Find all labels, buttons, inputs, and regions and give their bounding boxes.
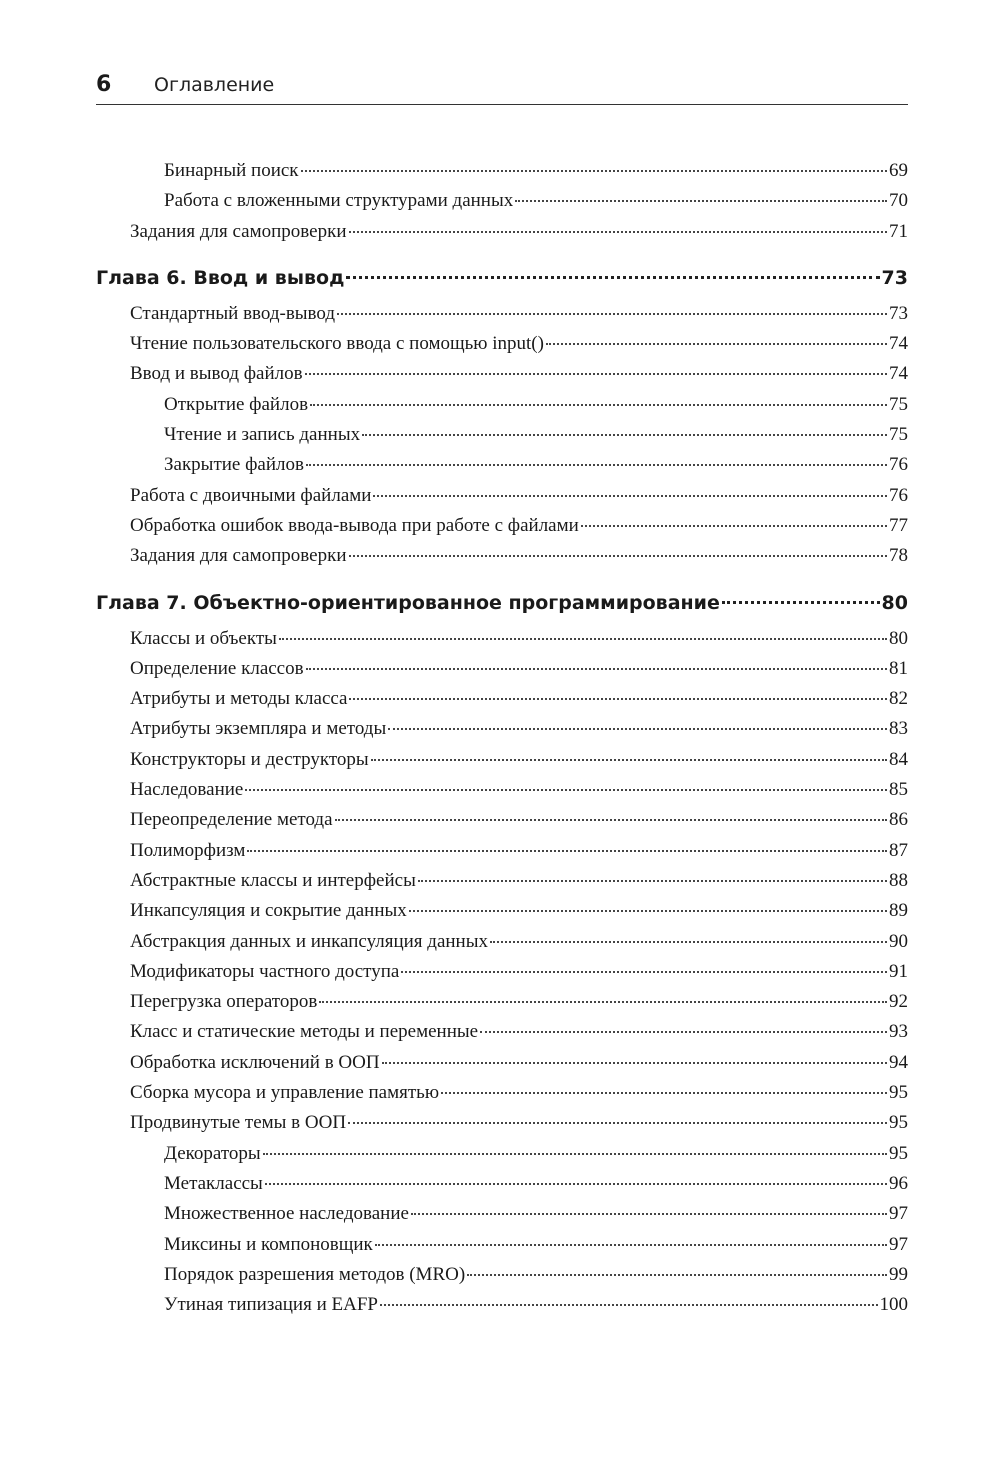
dot-leader bbox=[375, 1244, 887, 1246]
toc-entry-page: 94 bbox=[889, 1051, 908, 1073]
toc-entry[interactable] bbox=[96, 1290, 908, 1320]
toc-entry-title: Ввод и вывод файлов bbox=[130, 363, 303, 385]
toc-entry-page: 75 bbox=[889, 424, 908, 446]
toc-entry-title: Обработка исключений в ООП bbox=[130, 1051, 380, 1073]
toc-entry[interactable] bbox=[96, 987, 908, 1017]
dot-leader bbox=[401, 971, 887, 973]
toc-entry-page: 82 bbox=[889, 688, 908, 710]
toc-entry-title: Работа с вложенными структурами данных bbox=[164, 190, 514, 212]
toc-entry[interactable] bbox=[96, 805, 908, 835]
toc-entry-title: Открытие файлов bbox=[164, 393, 309, 415]
toc-entry[interactable] bbox=[96, 511, 908, 541]
toc-entry-title: Инкапсуляция и сокрытие данных bbox=[130, 900, 407, 922]
dot-leader bbox=[310, 404, 887, 406]
running-header bbox=[96, 70, 908, 105]
toc-entry[interactable] bbox=[96, 896, 908, 926]
dot-leader bbox=[515, 200, 887, 202]
toc-entry-page: 77 bbox=[889, 514, 908, 536]
toc-entry-title: Чтение пользовательского ввода с помощью input() bbox=[130, 333, 544, 355]
toc-entry-title: Утиная типизация и EAFP bbox=[164, 1294, 378, 1316]
toc-entry-title: Работа с двоичными файлами bbox=[130, 484, 372, 506]
toc-entry-page: 99 bbox=[889, 1263, 908, 1285]
toc-entry-title: Обработка ошибок ввода-вывода при работе с файлами bbox=[130, 514, 579, 536]
toc-entry-page: 70 bbox=[889, 190, 908, 212]
dot-leader bbox=[279, 638, 887, 640]
toc-entry-title: Стандартный ввод-вывод bbox=[130, 302, 336, 324]
toc-entry-page: 85 bbox=[889, 779, 908, 801]
dot-leader bbox=[467, 1274, 887, 1276]
toc-entry-page: 100 bbox=[879, 1294, 908, 1316]
toc-entry-page: 88 bbox=[889, 869, 908, 891]
toc-entry-page: 76 bbox=[889, 484, 908, 506]
toc-entry-page: 80 bbox=[881, 591, 908, 614]
toc-entry-title: Множественное наследование bbox=[164, 1203, 409, 1225]
toc-entry[interactable] bbox=[96, 714, 908, 744]
toc-entry-page: 95 bbox=[889, 1112, 908, 1134]
toc-entry-page: 83 bbox=[889, 718, 908, 740]
toc-entry-page: 71 bbox=[889, 220, 908, 242]
toc-entry-title: Класс и статические методы и переменные bbox=[130, 1021, 479, 1043]
toc-entry-title: Миксины и компоновщик bbox=[164, 1233, 373, 1255]
toc-entry-title: Переопределение метода bbox=[130, 809, 333, 831]
toc-entry-title: Закрытие файлов bbox=[164, 454, 304, 476]
toc-entry-title: Конструкторы и деструкторы bbox=[130, 748, 369, 770]
toc-entry[interactable] bbox=[96, 156, 908, 186]
toc-entry-page: 91 bbox=[889, 960, 908, 982]
toc-entry-page: 74 bbox=[889, 333, 908, 355]
dot-leader bbox=[265, 1183, 887, 1185]
toc-entry[interactable] bbox=[96, 1048, 908, 1078]
toc-entry-page: 92 bbox=[889, 991, 908, 1013]
dot-leader bbox=[305, 373, 887, 375]
dot-leader bbox=[348, 1122, 887, 1124]
table-of-contents bbox=[96, 156, 908, 1320]
dot-leader bbox=[418, 880, 887, 882]
toc-entry-title: Чтение и запись данных bbox=[164, 424, 361, 446]
toc-entry-title: Глава 6. Ввод и вывод bbox=[96, 266, 345, 289]
toc-entry[interactable] bbox=[96, 420, 908, 450]
dot-leader bbox=[362, 434, 887, 436]
toc-entry[interactable] bbox=[96, 359, 908, 389]
toc-entry-page: 93 bbox=[889, 1021, 908, 1043]
toc-entry-title: Метаклассы bbox=[164, 1172, 263, 1194]
toc-entry-title: Сборка мусора и управление памятью bbox=[130, 1082, 440, 1104]
dot-leader bbox=[373, 495, 887, 497]
toc-entry-page: 69 bbox=[889, 160, 908, 181]
toc-entry[interactable] bbox=[96, 866, 908, 896]
toc-entry[interactable] bbox=[96, 450, 908, 480]
dot-leader bbox=[306, 464, 887, 466]
toc-entry[interactable] bbox=[96, 1199, 908, 1229]
toc-chapter[interactable] bbox=[96, 588, 908, 624]
dot-leader bbox=[245, 789, 887, 791]
dot-leader bbox=[349, 555, 888, 557]
toc-entry-title: Определение классов bbox=[130, 657, 304, 679]
toc-entry[interactable] bbox=[96, 684, 908, 714]
toc-entry-page: 86 bbox=[889, 809, 908, 831]
dot-leader bbox=[301, 170, 887, 172]
toc-entry-title: Глава 7. Объектно-ориентированное программирование bbox=[96, 591, 720, 614]
toc-entry[interactable] bbox=[96, 654, 908, 684]
dot-leader bbox=[346, 276, 879, 279]
toc-entry-title: Абстрактные классы и интерфейсы bbox=[130, 869, 416, 891]
dot-leader bbox=[371, 759, 887, 761]
dot-leader bbox=[335, 819, 887, 821]
toc-entry[interactable] bbox=[96, 390, 908, 420]
dot-leader bbox=[349, 231, 888, 233]
toc-entry[interactable] bbox=[96, 1017, 908, 1047]
toc-entry-page: 73 bbox=[889, 302, 908, 324]
toc-entry-title: Продвинутые темы в ООП bbox=[130, 1112, 347, 1134]
toc-entry-title: Наследование bbox=[130, 779, 244, 801]
page-number: 6 bbox=[96, 72, 112, 97]
toc-entry-page: 73 bbox=[881, 266, 908, 289]
toc-entry-page: 96 bbox=[889, 1172, 908, 1194]
toc-entry[interactable] bbox=[96, 1169, 908, 1199]
toc-entry-page: 87 bbox=[889, 839, 908, 861]
toc-entry-page: 76 bbox=[889, 454, 908, 476]
dot-leader bbox=[247, 850, 887, 852]
running-title: Оглавление bbox=[154, 74, 275, 96]
toc-entry-title: Атрибуты и методы класса bbox=[130, 688, 348, 710]
toc-entry-page: 89 bbox=[889, 900, 908, 922]
toc-entry-title: Перегрузка операторов bbox=[130, 991, 318, 1013]
toc-entry[interactable] bbox=[96, 1078, 908, 1108]
toc-entry-page: 75 bbox=[889, 393, 908, 415]
dot-leader bbox=[581, 525, 887, 527]
dot-leader bbox=[319, 1001, 887, 1003]
dot-leader bbox=[722, 601, 880, 604]
toc-entry[interactable] bbox=[96, 329, 908, 359]
toc-entry-title: Бинарный поиск bbox=[164, 160, 299, 181]
toc-entry[interactable] bbox=[96, 836, 908, 866]
toc-entry-title: Декораторы bbox=[164, 1142, 261, 1164]
dot-leader bbox=[263, 1153, 887, 1155]
toc-entry-page: 97 bbox=[889, 1233, 908, 1255]
toc-entry-title: Модификаторы частного доступа bbox=[130, 960, 400, 982]
toc-entry-page: 95 bbox=[889, 1082, 908, 1104]
toc-entry[interactable] bbox=[96, 957, 908, 987]
toc-entry-title: Задания для самопроверки bbox=[130, 220, 347, 242]
toc-entry[interactable] bbox=[96, 775, 908, 805]
toc-entry-title: Задания для самопроверки bbox=[130, 545, 347, 567]
dot-leader bbox=[388, 728, 887, 730]
toc-entry[interactable] bbox=[96, 1260, 908, 1290]
toc-entry-page: 97 bbox=[889, 1203, 908, 1225]
dot-leader bbox=[490, 941, 887, 943]
toc-entry-page: 90 bbox=[889, 930, 908, 952]
dot-leader bbox=[546, 343, 887, 345]
toc-entry-page: 74 bbox=[889, 363, 908, 385]
toc-entry[interactable] bbox=[96, 745, 908, 775]
toc-entry[interactable] bbox=[96, 927, 908, 957]
dot-leader bbox=[382, 1062, 887, 1064]
toc-entry[interactable] bbox=[96, 1108, 908, 1138]
dot-leader bbox=[337, 313, 887, 315]
dot-leader bbox=[306, 668, 887, 670]
toc-entry[interactable] bbox=[96, 217, 908, 247]
dot-leader bbox=[411, 1213, 887, 1215]
toc-entry[interactable] bbox=[96, 1230, 908, 1260]
toc-entry-page: 78 bbox=[889, 545, 908, 567]
dot-leader bbox=[480, 1031, 887, 1033]
toc-entry-title: Порядок разрешения методов (MRO) bbox=[164, 1263, 466, 1285]
toc-entry-page: 81 bbox=[889, 657, 908, 679]
toc-entry[interactable] bbox=[96, 186, 908, 216]
dot-leader bbox=[349, 698, 887, 700]
toc-entry[interactable] bbox=[96, 1139, 908, 1169]
dot-leader bbox=[380, 1304, 878, 1306]
dot-leader bbox=[409, 910, 887, 912]
toc-entry-title: Классы и объекты bbox=[130, 627, 277, 649]
toc-chapter[interactable] bbox=[96, 263, 908, 299]
toc-entry[interactable] bbox=[96, 299, 908, 329]
dot-leader bbox=[441, 1092, 887, 1094]
toc-entry-title: Атрибуты экземпляра и методы bbox=[130, 718, 387, 740]
toc-entry-page: 80 bbox=[889, 627, 908, 649]
toc-entry-title: Полиморфизм bbox=[130, 839, 246, 861]
toc-entry[interactable] bbox=[96, 481, 908, 511]
toc-entry-title: Абстракция данных и инкапсуляция данных bbox=[130, 930, 488, 952]
toc-entry[interactable] bbox=[96, 541, 908, 571]
toc-entry[interactable] bbox=[96, 624, 908, 654]
toc-entry-page: 95 bbox=[889, 1142, 908, 1164]
toc-entry-page: 84 bbox=[889, 748, 908, 770]
